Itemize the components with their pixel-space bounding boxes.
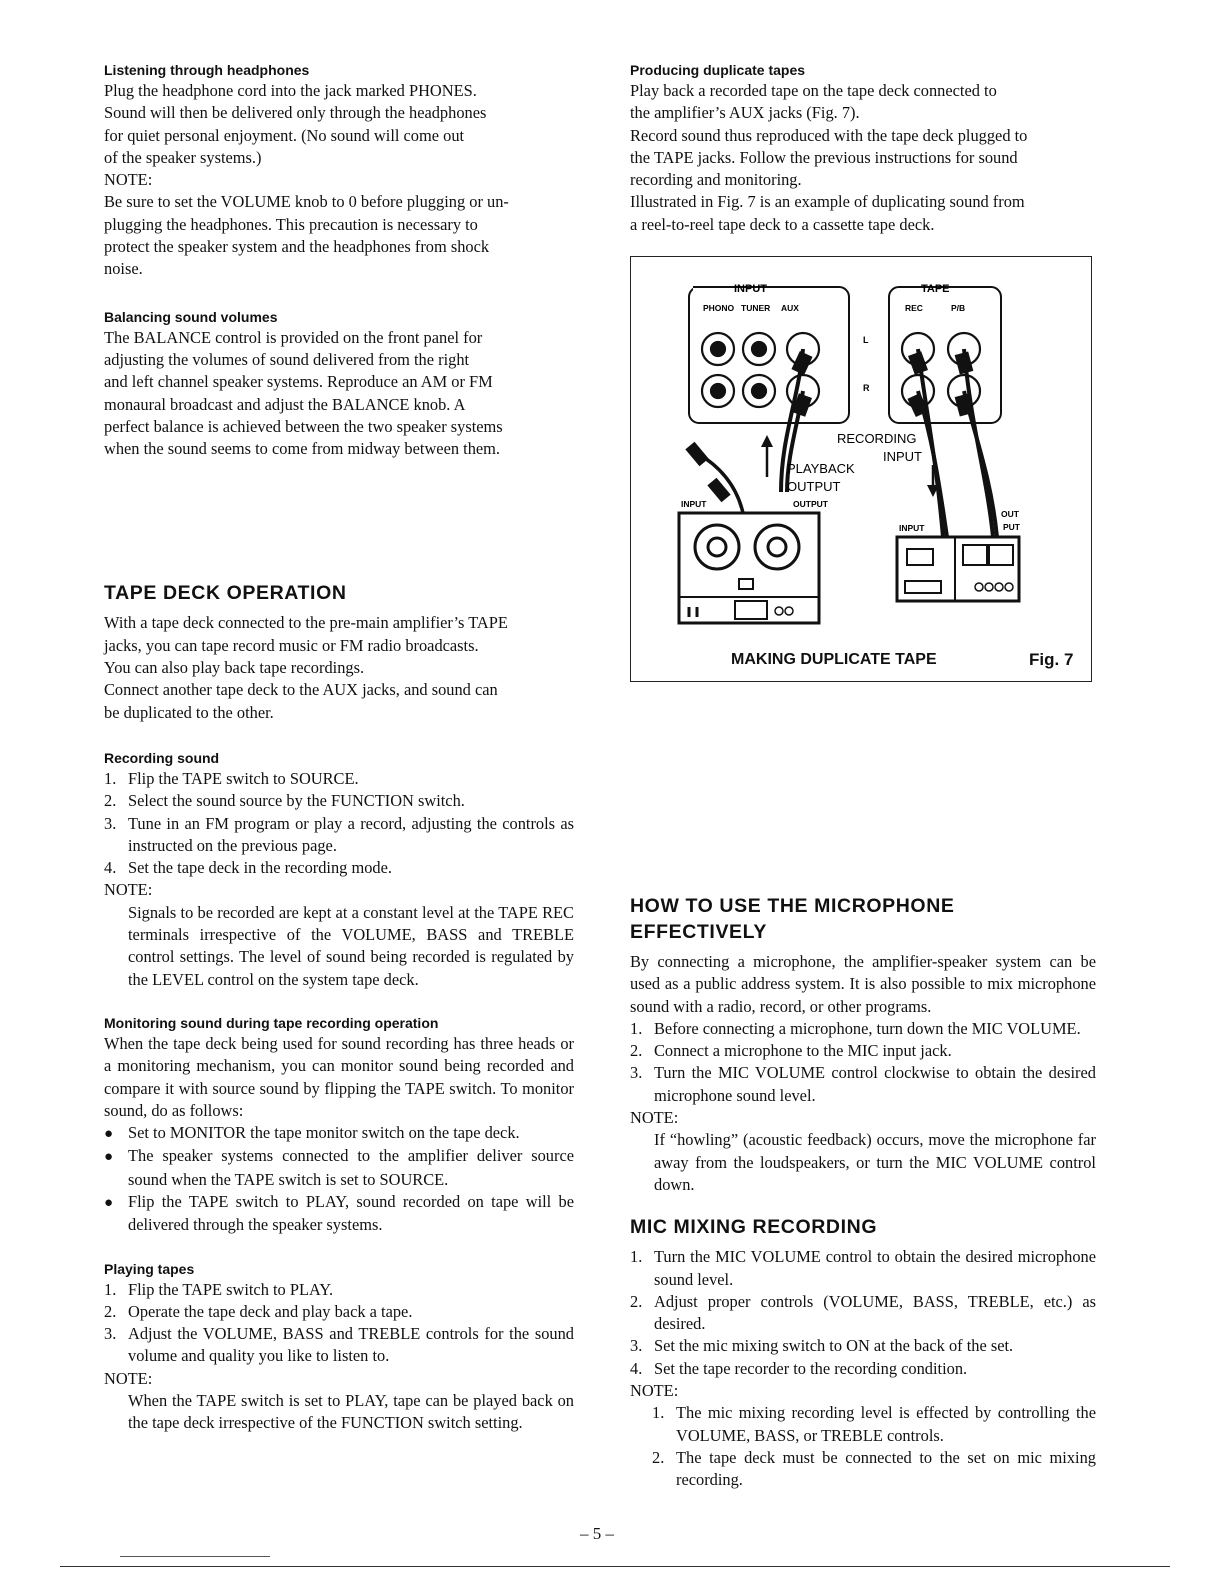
text-line: The BALANCE control is provided on the front panel for — [104, 327, 483, 347]
monitoring-bullets — [104, 1122, 574, 1236]
text-line: perfect balance is achieved between the two speaker systems — [104, 416, 503, 436]
list-item: 3. Turn the MIC VOLUME control clockwise to obtain the desired microphone sound level. — [630, 1063, 1096, 1105]
recording-input-label-1: RECORDING — [837, 431, 917, 446]
text-line: a reel-to-reel tape deck to a cassette tape deck. — [630, 214, 935, 234]
playback-output-label-2: OUTPUT — [787, 479, 841, 494]
page-number: – 5 – — [580, 1524, 614, 1543]
list-item: ● Set to MONITOR the tape monitor switch on the tape deck. — [104, 1123, 520, 1143]
text-line: when the sound seems to come from midway between them. — [104, 439, 501, 459]
microphone-title: HOW TO USE THE MICROPHONE EFFECTIVELY — [630, 895, 955, 943]
note-text: Signals to be recorded are kept at a constant level at the TAPE REC terminals irrespective of the VOLUME, BASS and TREBLE control settings. The level of sound being recorded is regulated by the LEVEL control on the system tape deck. — [128, 902, 574, 989]
monitoring-intro: When the tape deck being used for sound recording has three heads or a monitoring mechanism, you can monitor sound being recorded and compare it with source sound by flipping the TAPE switch. To monitor sound, do as follows: — [104, 1033, 574, 1120]
aux-label: AUX — [781, 303, 799, 313]
list-item: 2. Operate the tape deck and play back a tape. — [104, 1301, 413, 1321]
note-text: If “howling” (acoustic feedback) occurs, move the microphone far away from the loudspeakers, or turn the MIC VOLUME control down. — [654, 1130, 1096, 1194]
text-line: adjusting the volumes of sound delivered from the right — [104, 349, 470, 369]
monitoring-heading: Monitoring sound during tape recording operation — [104, 1014, 439, 1031]
list-item: 1. Turn the MIC VOLUME control to obtain the desired microphone sound level. — [630, 1247, 1096, 1289]
list-item: 1. The mic mixing recording level is effected by controlling the VOLUME, BASS, or TREBLE controls. — [652, 1403, 1096, 1445]
note-label: NOTE: — [630, 1381, 679, 1401]
text-line: be duplicated to the other. — [104, 702, 274, 722]
mixing-notes — [630, 1402, 1096, 1491]
figure-7 — [630, 256, 1092, 682]
list-item: 4. Set the tape recorder to the recording condition. — [630, 1358, 968, 1378]
right-column-top — [630, 60, 1092, 236]
monitoring-section — [104, 1013, 574, 1237]
microphone-intro: By connecting a microphone, the amplifier-speaker system can be used as a public address system. It is also possible to mix microphone sound with a radio, record, or other programs. — [630, 952, 1096, 1016]
mixing-section — [630, 1214, 1096, 1491]
cassette-deck — [897, 537, 1019, 601]
text-line: You can also play back tape recordings. — [104, 658, 365, 678]
mixing-title: MIC MIXING RECORDING — [630, 1216, 878, 1239]
note-label: NOTE: — [104, 170, 153, 190]
footer-divider-short — [120, 1556, 270, 1557]
tape-deck-title: TAPE DECK OPERATION — [104, 582, 347, 605]
recording-steps — [104, 768, 574, 879]
list-item: 1. Before connecting a microphone, turn down the MIC VOLUME. — [630, 1018, 1081, 1038]
reel-to-reel-deck — [679, 513, 819, 623]
phono-label: PHONO — [703, 303, 735, 313]
text-line: and left channel speaker systems. Reproduce an AM or FM — [104, 372, 493, 392]
text-line: Illustrated in Fig. 7 is an example of duplicating sound from — [630, 192, 1025, 212]
note-label: NOTE: — [104, 1368, 153, 1388]
list-item: 3. Set the mic mixing switch to ON at the back of the set. — [630, 1336, 1014, 1356]
text-line: noise. — [104, 259, 143, 279]
text-line: recording and monitoring. — [630, 170, 802, 190]
text-line: Sound will then be delivered only through the headphones — [104, 103, 487, 123]
mixing-steps — [630, 1246, 1096, 1380]
cassette-input-label: INPUT — [899, 523, 925, 533]
list-item: 4. Set the tape deck in the recording mode. — [104, 858, 392, 878]
text-line: Record sound thus reproduced with the tape deck plugged to — [630, 125, 1028, 145]
list-item: 3. Adjust the VOLUME, BASS and TREBLE controls for the sound volume and quality you like to listen to. — [104, 1324, 574, 1366]
playback-output-label-1: PLAYBACK — [787, 461, 855, 476]
cassette-out-label-2: PUT — [1003, 522, 1020, 532]
right-column-bottom — [630, 893, 1096, 1492]
tape-deck-section — [104, 580, 574, 723]
recording-input-label-2: INPUT — [883, 449, 922, 464]
footer-divider — [60, 1566, 1170, 1567]
list-item: 2. Select the sound source by the FUNCTION switch. — [104, 791, 465, 811]
text-line: Connect another tape deck to the AUX jacks, and sound can — [104, 680, 498, 700]
microphone-steps — [630, 1018, 1096, 1107]
list-item: ● Flip the TAPE switch to PLAY, sound recorded on tape will be delivered through the speaker systems. — [104, 1191, 574, 1235]
text-line: With a tape deck connected to the pre-main amplifier’s TAPE — [104, 613, 508, 633]
microphone-section — [630, 893, 1096, 1196]
list-item: 3. Tune in an FM program or play a record, adjusting the controls as instructed on the previous page. — [104, 813, 574, 855]
headphones-heading: Listening through headphones — [104, 62, 310, 78]
playing-section — [104, 1259, 574, 1435]
duplicate-tape-diagram — [631, 257, 1091, 647]
rec-label: REC — [905, 303, 923, 313]
note-label: NOTE: — [104, 880, 153, 900]
playing-steps — [104, 1279, 574, 1368]
list-item: 1. Flip the TAPE switch to PLAY. — [104, 1279, 334, 1299]
balancing-heading: Balancing sound volumes — [104, 308, 278, 325]
amplifier-tape-panel — [889, 283, 1001, 423]
duplicating-heading: Producing duplicate tapes — [630, 62, 806, 78]
playing-heading: Playing tapes — [104, 1260, 195, 1277]
tape-group-label: TAPE — [921, 283, 950, 295]
text-line: the TAPE jacks. Follow the previous instructions for sound — [630, 147, 1018, 167]
right-channel-label: R — [863, 383, 870, 393]
list-item: ● The speaker systems connected to the amplifier deliver source sound when the TAPE switch is set to SOURCE. — [104, 1146, 574, 1189]
cassette-out-label-1: OUT — [1001, 509, 1019, 519]
text-line: Plug the headphone cord into the jack marked PHONES. — [104, 81, 477, 100]
note-text: When the TAPE switch is set to PLAY, tape can be played back on the tape deck irrespective of the FUNCTION switch setting. — [128, 1391, 574, 1433]
list-item: 2. Adjust proper controls (VOLUME, BASS, TREBLE, etc.) as desired. — [630, 1291, 1096, 1334]
balancing-section — [104, 307, 574, 461]
list-item: 1. Flip the TAPE switch to SOURCE. — [104, 768, 359, 788]
text-line: protect the speaker system and the headphones from shock — [104, 237, 490, 257]
figure-caption: MAKING DUPLICATE TAPE — [731, 651, 937, 668]
list-item: 2. The tape deck must be connected to the set on mic mixing recording. — [652, 1447, 1096, 1490]
text-line: plugging the headphones. This precaution is necessary to — [104, 214, 478, 234]
left-column — [104, 60, 574, 1435]
recording-heading: Recording sound — [104, 749, 220, 766]
text-line: jacks, you can tape record music or FM radio broadcasts. — [104, 635, 479, 655]
left-channel-label: L — [863, 335, 869, 345]
note-label: NOTE: — [630, 1108, 679, 1128]
text-line: Be sure to set the VOLUME knob to 0 before plugging or un- — [104, 192, 509, 212]
input-group-label: INPUT — [734, 283, 767, 295]
recording-section — [104, 748, 574, 991]
text-line: for quiet personal enjoyment. (No sound will come out — [104, 125, 465, 145]
amplifier-input-panel — [689, 283, 849, 423]
text-line: of the speaker systems.) — [104, 147, 262, 167]
text-line: Play back a recorded tape on the tape deck connected to — [630, 81, 997, 100]
pb-label: P/B — [951, 303, 966, 313]
reel-input-label: INPUT — [681, 499, 707, 509]
tuner-label: TUNER — [741, 303, 771, 313]
reel-output-label: OUTPUT — [793, 499, 828, 509]
text-line: monaural broadcast and adjust the BALANCE knob. A — [104, 394, 466, 414]
text-line: the amplifier’s AUX jacks (Fig. 7). — [630, 103, 860, 123]
figure-number: Fig. 7 — [1029, 650, 1074, 669]
list-item: 2. Connect a microphone to the MIC input jack. — [630, 1041, 952, 1061]
headphones-section — [104, 60, 574, 281]
